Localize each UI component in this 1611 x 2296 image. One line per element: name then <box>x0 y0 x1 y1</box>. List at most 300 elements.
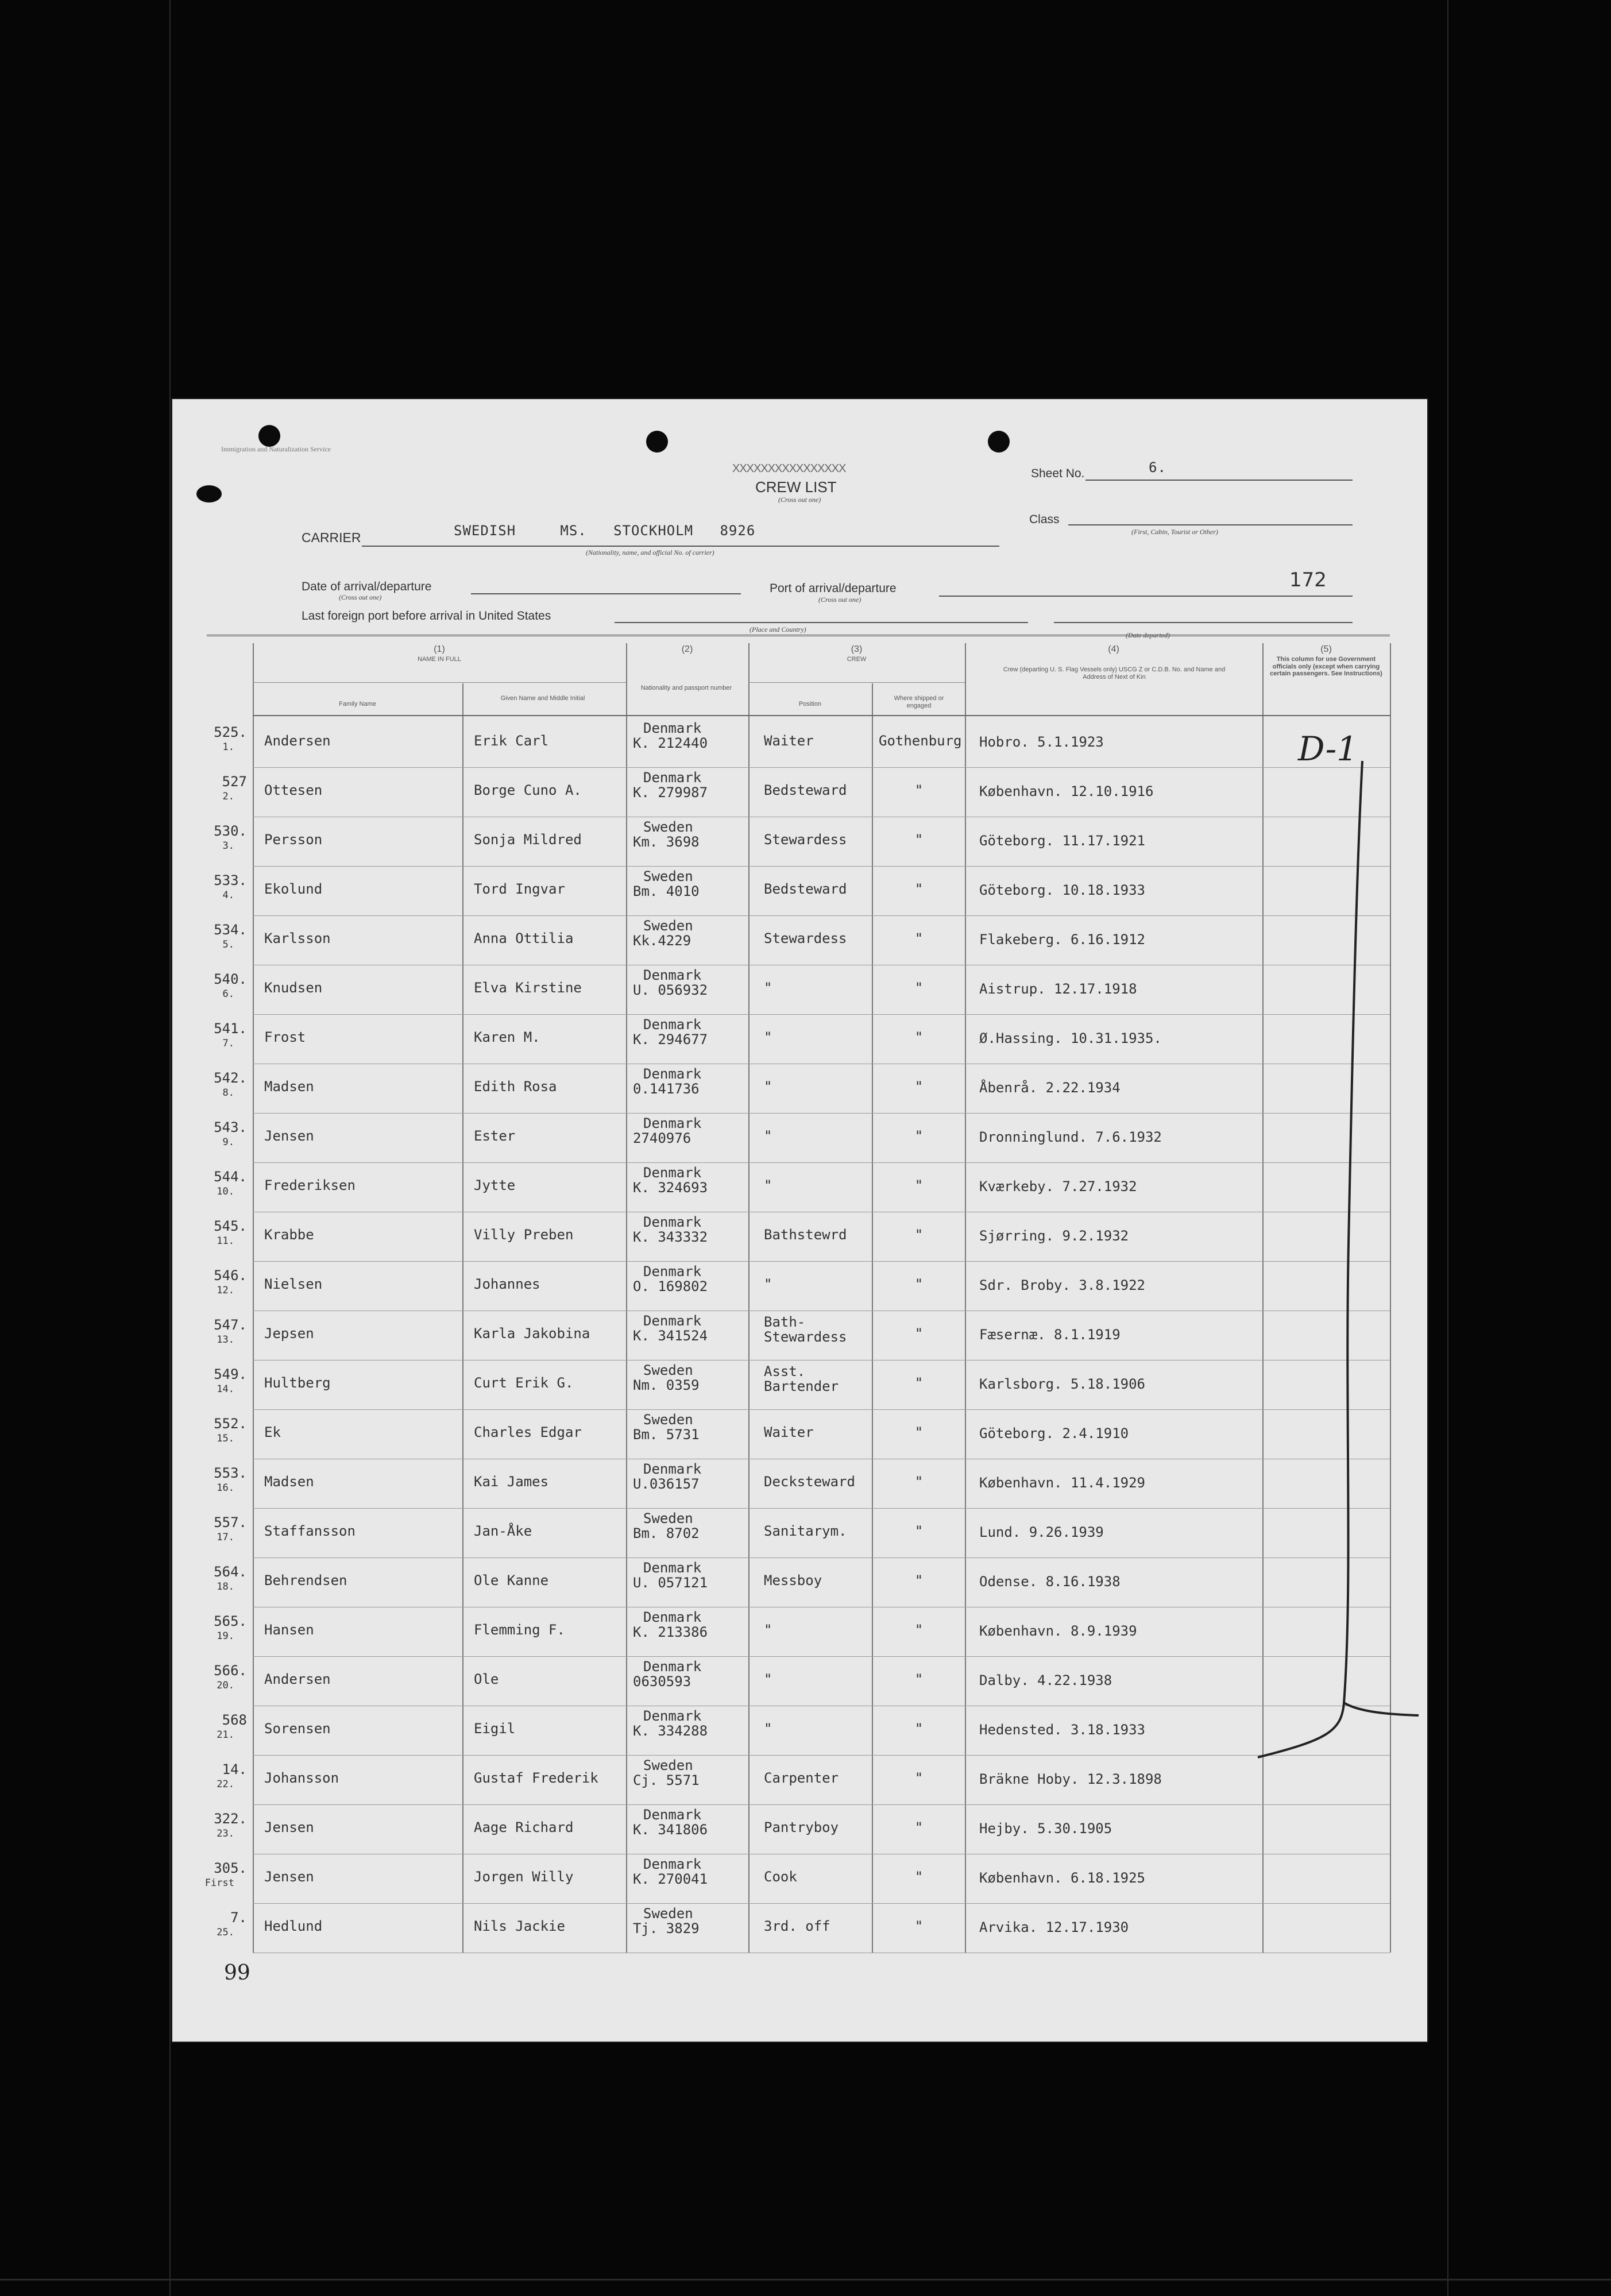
where-shipped: " <box>914 1276 924 1292</box>
given-name: Jytte <box>474 1177 516 1193</box>
position-line2: Stewardess <box>764 1329 847 1345</box>
entry-number <box>192 873 247 903</box>
position: Cook <box>764 1869 797 1885</box>
passport-number: U. 056932 <box>633 982 708 998</box>
where-shipped: " <box>914 1079 924 1095</box>
table-row <box>214 915 1390 965</box>
given-name: Jorgen Willy <box>474 1869 574 1885</box>
where-shipped: " <box>914 1770 924 1786</box>
passport-number: 0.141736 <box>633 1081 700 1097</box>
given-name: Johannes <box>474 1276 540 1292</box>
line-number: 12. <box>217 1285 234 1296</box>
position: Carpenter <box>764 1770 839 1786</box>
given-name: Jan-Åke <box>474 1523 532 1539</box>
film-edge-left <box>169 0 171 2296</box>
entry-number <box>192 1021 247 1051</box>
entry-number <box>192 1614 247 1644</box>
nationality: Denmark <box>643 967 702 983</box>
line-number: 19. <box>217 1630 234 1642</box>
entry-number <box>192 1515 247 1545</box>
family-name: Knudsen <box>264 980 323 996</box>
nationality: Denmark <box>643 1807 702 1823</box>
entry-number <box>192 1713 247 1742</box>
position: Pantryboy <box>764 1819 839 1835</box>
entry-number-value: 7. <box>230 1910 247 1926</box>
entry-number <box>192 1861 247 1891</box>
given-name: Karen M. <box>474 1029 540 1045</box>
line-number: 25. <box>217 1927 234 1938</box>
given-name: Charles Edgar <box>474 1424 582 1440</box>
position-line2: Bartender <box>764 1378 839 1394</box>
carrier-note: (Nationality, name, and official No. of carrier) <box>586 548 714 556</box>
family-name: Persson <box>264 832 323 848</box>
entry-number-value: 543. <box>214 1119 247 1135</box>
given-name: Sonja Mildred <box>474 832 582 848</box>
class-label: Class <box>1029 513 1060 526</box>
nationality: Sweden <box>643 918 693 934</box>
entry-number-value: 566. <box>214 1663 247 1679</box>
line-number: 7. <box>222 1038 234 1049</box>
passport-number: 0630593 <box>633 1673 691 1690</box>
date-underline <box>1054 622 1353 623</box>
next-of-kin: Karlsborg. 5.18.1906 <box>979 1376 1145 1392</box>
line-number: 21. <box>217 1729 234 1741</box>
family-name: Hansen <box>264 1622 314 1638</box>
col3-title: CREW <box>847 656 867 663</box>
entry-number-value: 564. <box>214 1564 247 1580</box>
crew-table <box>204 643 1390 1953</box>
entry-number-value: 541. <box>214 1021 247 1037</box>
entry-number-value: 14. <box>222 1761 247 1777</box>
given-name: Curt Erik G. <box>474 1375 574 1391</box>
passport-number: U.036157 <box>633 1476 700 1492</box>
col2-number: (2) <box>681 644 693 654</box>
nationality: Denmark <box>643 720 702 736</box>
entry-number <box>192 1169 247 1199</box>
nationality: Denmark <box>643 1856 702 1872</box>
line-number: 17. <box>217 1532 234 1543</box>
family-name: Johansson <box>264 1770 339 1786</box>
entry-number-value: 547. <box>214 1317 247 1333</box>
line-number: 6. <box>222 988 234 1000</box>
position: Stewardess <box>764 832 847 848</box>
table-row <box>214 1311 1390 1360</box>
given-name: Nils Jackie <box>474 1918 565 1934</box>
where-shipped: " <box>914 1227 924 1243</box>
line-number: 9. <box>222 1137 234 1148</box>
line-number: 15. <box>217 1433 234 1444</box>
family-name: Ek <box>264 1424 281 1440</box>
passport-number: K. 212440 <box>633 735 708 751</box>
next-of-kin: Dalby. 4.22.1938 <box>979 1672 1112 1688</box>
table-row <box>214 1113 1390 1163</box>
where-shipped: " <box>914 1918 924 1934</box>
passport-number: Kk.4229 <box>633 933 691 949</box>
passport-number: K. 294677 <box>633 1031 708 1047</box>
given-name: Elva Kirstine <box>474 980 582 996</box>
line-number: 16. <box>217 1482 234 1494</box>
given-name: Flemming F. <box>474 1622 565 1638</box>
port-note: (Cross out one) <box>818 596 861 604</box>
hand-mark: D-1 <box>1298 729 1358 768</box>
table-row <box>214 1459 1390 1509</box>
position: Stewardess <box>764 930 847 946</box>
next-of-kin: København. 8.9.1939 <box>979 1623 1137 1639</box>
family-name: Frost <box>264 1029 306 1045</box>
arrival-underline <box>471 593 741 594</box>
table-row <box>214 965 1390 1015</box>
given-name: Gustaf Frederik <box>474 1770 598 1786</box>
where-shipped: " <box>914 1622 924 1638</box>
form-title: CREW LIST <box>755 478 837 496</box>
table-row <box>214 1064 1390 1114</box>
table-row <box>214 1508 1390 1558</box>
agency-name: Immigration and Naturalization Service <box>221 445 331 453</box>
where-shipped: " <box>914 1671 924 1687</box>
position: Bedsteward <box>764 782 847 798</box>
position: Waiter <box>764 1424 814 1440</box>
passport-number: Bm. 8702 <box>633 1525 700 1541</box>
date-note: (Date departed) <box>1126 631 1170 639</box>
position: Bath- <box>764 1314 806 1330</box>
nationality: Denmark <box>643 1165 702 1181</box>
entry-number <box>192 1120 247 1150</box>
family-name: Madsen <box>264 1079 314 1095</box>
where-shipped: " <box>914 1424 924 1440</box>
given-name: Borge Cuno A. <box>474 782 582 798</box>
line-number: 1. <box>222 741 234 753</box>
table-row <box>217 1755 1390 1805</box>
col3-number: (3) <box>851 644 863 654</box>
footer-number: 99 <box>224 1961 250 1985</box>
place-note: (Place and Country) <box>750 625 806 633</box>
nationality: Denmark <box>643 1609 702 1625</box>
next-of-kin: Göteborg. 10.18.1933 <box>979 882 1145 898</box>
next-of-kin: Kværkeby. 7.27.1932 <box>979 1178 1137 1195</box>
entry-number <box>192 1070 247 1100</box>
next-of-kin: Fæsernæ. 8.1.1919 <box>979 1327 1121 1343</box>
form-title-note: (Cross out one) <box>778 496 821 504</box>
nationality: Denmark <box>643 770 702 786</box>
col4-title: Crew (departing U. S. Flag Vessels only) USCG Z or C.D.B. No. and Name and Address of Next of Kin <box>1003 666 1226 681</box>
entry-number-value: 546. <box>214 1267 247 1284</box>
where-shipped: Gothenburg <box>879 733 962 749</box>
line-number: 3. <box>222 840 234 852</box>
where-shipped: " <box>914 1572 924 1588</box>
table-row <box>214 718 1390 768</box>
next-of-kin: Dronninglund. 7.6.1932 <box>979 1129 1162 1145</box>
entry-number-value: 549. <box>214 1366 247 1382</box>
where-shipped: " <box>914 930 924 946</box>
col1-sub-rule <box>253 682 626 683</box>
passport-number: K. 213386 <box>633 1624 708 1640</box>
table-row <box>214 866 1390 916</box>
entry-number-value: 553. <box>214 1465 247 1481</box>
table-row <box>214 1360 1390 1410</box>
given-name-header: Given Name and Middle Initial <box>500 695 585 702</box>
passport-number: K. 343332 <box>633 1229 708 1245</box>
passport-number: K. 270041 <box>633 1871 708 1887</box>
table-row <box>222 767 1390 817</box>
col5-title: This column for use Government officials only (except when carrying certain passengers. See Instructions) <box>1270 656 1382 678</box>
passport-number: Bm. 4010 <box>633 883 700 899</box>
col3-sub-rule <box>748 682 965 683</box>
entry-number <box>192 922 247 952</box>
nationality: Denmark <box>643 1659 702 1675</box>
entry-number <box>192 1564 247 1594</box>
family-name-header: Family Name <box>339 701 376 708</box>
passport-number: K. 324693 <box>633 1180 708 1196</box>
nationality: Sweden <box>643 1757 693 1773</box>
given-name: Ole <box>474 1671 499 1687</box>
line-number: 20. <box>217 1680 234 1691</box>
class-underline <box>1068 524 1353 525</box>
line-number: 8. <box>222 1087 234 1099</box>
line-number: 10. <box>217 1186 234 1197</box>
next-of-kin: Hejby. 5.30.1905 <box>979 1820 1112 1837</box>
carrier-label: CARRIER <box>302 530 361 545</box>
line-number: 2. <box>222 791 234 802</box>
crew-list-document <box>172 399 1427 2042</box>
next-of-kin: Hobro. 5.1.1923 <box>979 734 1104 750</box>
table-row <box>214 1656 1390 1706</box>
entry-number-value: 540. <box>214 971 247 987</box>
position: " <box>764 980 772 996</box>
nationality: Sweden <box>643 1412 693 1428</box>
next-of-kin: Arvika. 12.17.1930 <box>979 1919 1129 1935</box>
where-shipped: " <box>914 832 924 848</box>
family-name: Frederiksen <box>264 1177 356 1193</box>
nationality: Denmark <box>643 1214 702 1230</box>
passport-number: Km. 3698 <box>633 834 700 850</box>
entry-number-value: 305. <box>214 1860 247 1876</box>
table-row <box>214 1557 1390 1607</box>
family-name: Hultberg <box>264 1375 331 1391</box>
table-row <box>214 1409 1390 1459</box>
passport-number: K. 334288 <box>633 1723 708 1739</box>
entry-number <box>192 824 247 853</box>
given-name: Ole Kanne <box>474 1572 549 1588</box>
film-edge-right <box>1447 0 1448 2296</box>
nationality: Denmark <box>643 1461 702 1477</box>
next-of-kin: Lund. 9.26.1939 <box>979 1524 1104 1540</box>
next-of-kin: Ø.Hassing. 10.31.1935. <box>979 1030 1162 1046</box>
entry-number-value: 542. <box>214 1070 247 1086</box>
given-name: Villy Preben <box>474 1227 574 1243</box>
line-number: 23. <box>217 1828 234 1839</box>
nationality: Denmark <box>643 1708 702 1724</box>
entry-number <box>192 725 247 755</box>
next-of-kin: Åbenrå. 2.22.1934 <box>979 1080 1121 1096</box>
form-title-struck: XXXXXXXXXXXXXXXX <box>732 462 846 475</box>
table-row <box>214 1014 1390 1064</box>
table-row <box>214 1212 1390 1262</box>
position: Bathstewrd <box>764 1227 847 1243</box>
next-of-kin: København. 11.4.1929 <box>979 1475 1145 1491</box>
where-shipped: " <box>914 1375 924 1391</box>
next-of-kin: Bräkne Hoby. 12.3.1898 <box>979 1771 1162 1787</box>
entry-number <box>192 1811 247 1841</box>
family-name: Ottesen <box>264 782 323 798</box>
given-name: Erik Carl <box>474 733 549 749</box>
passport-number: O. 169802 <box>633 1278 708 1294</box>
entry-number <box>192 774 247 804</box>
where-shipped: " <box>914 881 924 897</box>
family-name: Andersen <box>264 1671 331 1687</box>
position: 3rd. off <box>764 1918 830 1934</box>
carrier-underline <box>362 546 999 547</box>
family-name: Staffansson <box>264 1523 356 1539</box>
passport-number: K. 341524 <box>633 1328 708 1344</box>
col5-number: (5) <box>1320 644 1332 654</box>
entry-number-value: 525. <box>214 724 247 740</box>
position: " <box>764 1622 772 1638</box>
next-of-kin: Hedensted. 3.18.1933 <box>979 1722 1145 1738</box>
nationality: Sweden <box>643 1905 693 1922</box>
entry-number <box>192 1910 247 1940</box>
family-name: Karlsson <box>264 930 331 946</box>
where-shipped: " <box>914 1721 924 1737</box>
family-name: Ekolund <box>264 881 323 897</box>
nationality: Denmark <box>643 1560 702 1576</box>
nationality: Sweden <box>643 819 693 835</box>
entry-number <box>192 1762 247 1792</box>
nationality: Denmark <box>643 1115 702 1131</box>
family-name: Krabbe <box>264 1227 314 1243</box>
family-name: Hedlund <box>264 1918 323 1934</box>
line-number: 13. <box>217 1334 234 1346</box>
where-shipped: " <box>914 980 924 996</box>
entry-number-value: 545. <box>214 1218 247 1234</box>
carrier-value: SWEDISH MS. STOCKHOLM 8926 <box>454 523 756 539</box>
punch-hole <box>258 425 280 447</box>
where-shipped: " <box>914 1029 924 1045</box>
passport-number: K. 341806 <box>633 1822 708 1838</box>
punch-hole <box>196 485 222 503</box>
line-number: 5. <box>222 939 234 950</box>
family-name: Andersen <box>264 733 331 749</box>
given-name: Eigil <box>474 1721 516 1737</box>
header-bottom-rule <box>253 715 1390 716</box>
next-of-kin: Flakeberg. 6.16.1912 <box>979 931 1145 948</box>
given-name: Ester <box>474 1128 516 1144</box>
entry-number-value: 544. <box>214 1169 247 1185</box>
nationality: Denmark <box>643 1263 702 1280</box>
nationality: Denmark <box>643 1016 702 1033</box>
position: Waiter <box>764 733 814 749</box>
family-name: Jensen <box>264 1819 314 1835</box>
next-of-kin: Göteborg. 2.4.1910 <box>979 1425 1129 1441</box>
table-row <box>217 1903 1390 1953</box>
class-note: (First, Cabin, Tourist or Other) <box>1131 528 1218 536</box>
next-of-kin: Sjørring. 9.2.1932 <box>979 1228 1129 1244</box>
nationality: Denmark <box>643 1313 702 1329</box>
passport-number: Bm. 5731 <box>633 1427 700 1443</box>
where-shipped: " <box>914 782 924 798</box>
sheet-underline <box>1085 480 1353 481</box>
position: Decksteward <box>764 1474 855 1490</box>
given-name: Edith Rosa <box>474 1079 557 1095</box>
position: Sanitarym. <box>764 1523 847 1539</box>
entry-number-value: 533. <box>214 872 247 888</box>
line-number: 4. <box>222 890 234 901</box>
position: Messboy <box>764 1572 822 1588</box>
position: " <box>764 1029 772 1045</box>
header-rule <box>207 635 1390 636</box>
hand-bracket <box>1235 755 1424 1766</box>
family-name: Madsen <box>264 1474 314 1490</box>
given-name: Anna Ottilia <box>474 930 574 946</box>
position: " <box>764 1671 772 1687</box>
col4-number: (4) <box>1108 644 1119 654</box>
next-of-kin: Göteborg. 11.17.1921 <box>979 833 1145 849</box>
where-shipped: " <box>914 1474 924 1490</box>
position: " <box>764 1177 772 1193</box>
film-edge-bottom <box>0 2279 1611 2280</box>
where-shipped: " <box>914 1177 924 1193</box>
family-name: Nielsen <box>264 1276 323 1292</box>
table-row <box>214 817 1390 867</box>
where-shipped: " <box>914 1819 924 1835</box>
given-name: Karla Jakobina <box>474 1325 590 1342</box>
family-name: Jepsen <box>264 1325 314 1342</box>
entry-number-value: 552. <box>214 1416 247 1432</box>
nationality: Sweden <box>643 1510 693 1526</box>
col1-number: (1) <box>434 644 445 654</box>
table-row <box>214 1804 1390 1854</box>
table-row <box>204 1854 1390 1904</box>
next-of-kin: Odense. 8.16.1938 <box>979 1574 1121 1590</box>
entry-number <box>192 1466 247 1495</box>
position: " <box>764 1276 772 1292</box>
entry-number-value: 534. <box>214 922 247 938</box>
family-name: Jensen <box>264 1128 314 1144</box>
line-number: 11. <box>217 1235 234 1247</box>
where-shipped: " <box>914 1869 924 1885</box>
next-of-kin: Aistrup. 12.17.1918 <box>979 981 1137 997</box>
entry-number <box>192 1367 247 1397</box>
entry-number <box>192 1663 247 1693</box>
position: Bedsteward <box>764 881 847 897</box>
position: " <box>764 1128 772 1144</box>
nationality: Sweden <box>643 868 693 884</box>
passport-number: Tj. 3829 <box>633 1920 700 1936</box>
given-name: Aage Richard <box>474 1819 574 1835</box>
punch-hole <box>988 431 1010 453</box>
sheet-label: Sheet No. <box>1031 467 1085 480</box>
entry-number <box>192 1416 247 1446</box>
line-number: 18. <box>217 1581 234 1592</box>
entry-number <box>192 1219 247 1249</box>
shipped-header: Where shipped or engaged <box>894 695 944 709</box>
where-shipped: " <box>914 1523 924 1539</box>
table-row <box>217 1706 1390 1756</box>
next-of-kin: København. 12.10.1916 <box>979 783 1154 799</box>
port-label: Port of arrival/departure <box>770 582 897 595</box>
where-shipped: " <box>914 1325 924 1342</box>
last-port-label: Last foreign port before arrival in United States <box>302 609 551 623</box>
table-row <box>214 1162 1390 1212</box>
position-header: Position <box>798 701 822 708</box>
nationality: Denmark <box>643 1066 702 1082</box>
next-of-kin: København. 6.18.1925 <box>979 1870 1145 1886</box>
family-name: Sorensen <box>264 1721 331 1737</box>
position: " <box>764 1721 772 1737</box>
family-name: Jensen <box>264 1869 314 1885</box>
entry-number <box>192 972 247 1002</box>
arrival-label: Date of arrival/departure <box>302 580 432 593</box>
line-number: 14. <box>217 1383 234 1395</box>
